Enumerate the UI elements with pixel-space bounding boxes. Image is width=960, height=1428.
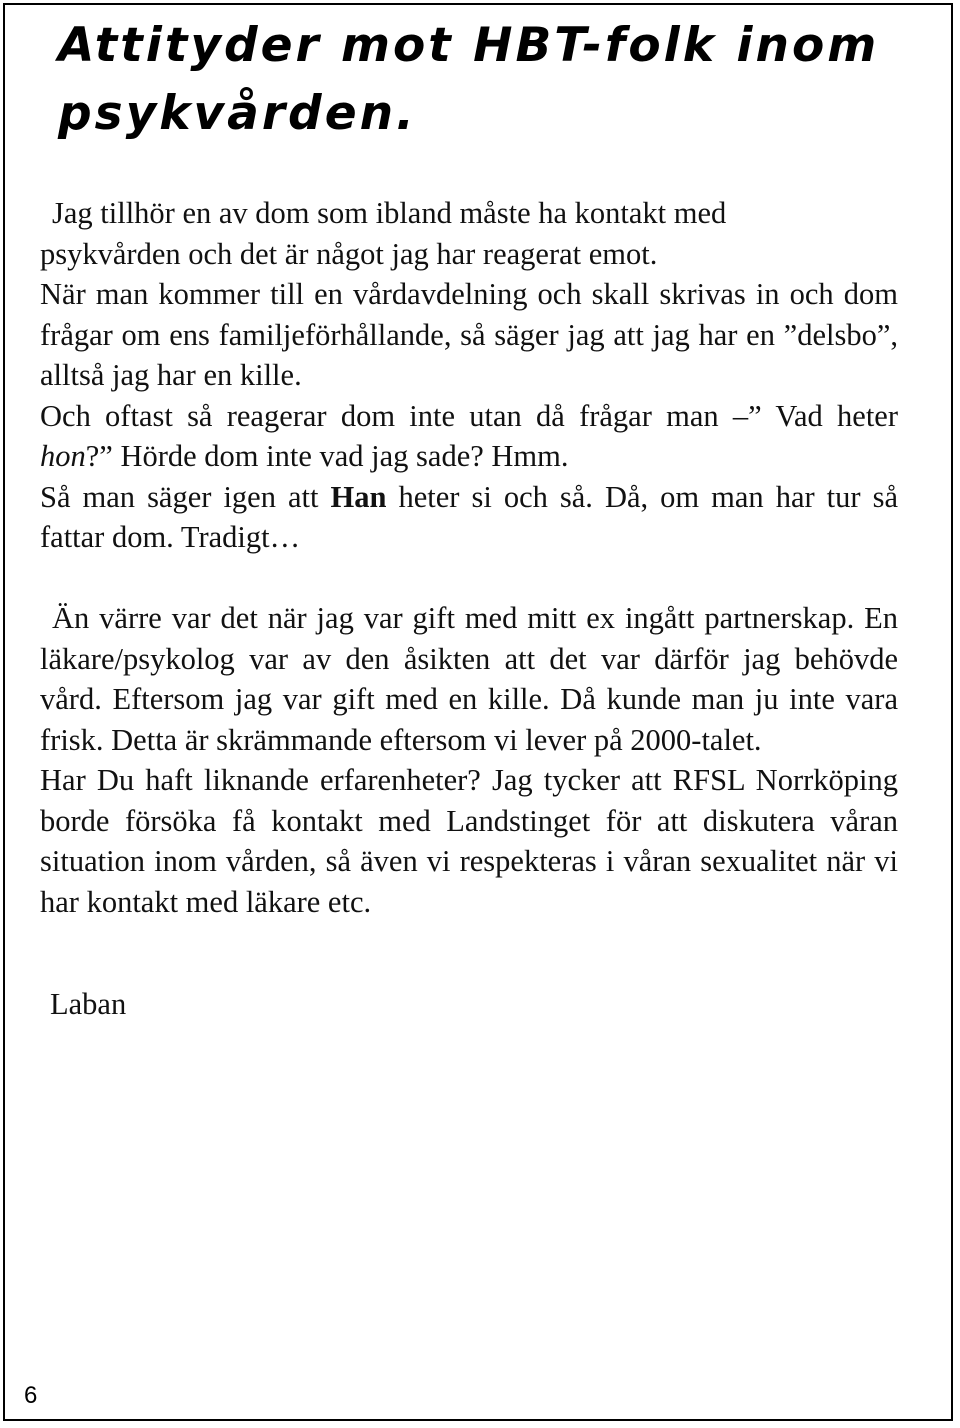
explain-text-end: heter si och så. Då, om man har tur så fattar dom. Tradigt… <box>40 479 898 554</box>
reaction-text-start: Och oftast så reagerar dom inte utan då frågar man –” Vad heter <box>40 398 898 433</box>
signature: Laban <box>50 987 127 1021</box>
explain-text-start: Så man säger igen att <box>40 479 331 514</box>
page-number: 6 <box>24 1382 38 1409</box>
article-title: Attityder mot HBT-folk inom psykvården. <box>58 18 880 141</box>
paragraph-intro-line2: psykvården och det är något jag har reagerat emot. <box>40 236 658 271</box>
reaction-text-end: ?” Hörde dom inte vad jag sade? Hmm. <box>85 439 569 473</box>
paragraph-partnership: Än värre var det när jag var gift med mitt ex ingått partnerskap. En läkare/psykolog var av den åsikten att det var därför jag behövde vård. Eftersom jag var gift med en kille. Då kunde man ju inte vara frisk. Detta är skrämmande eftersom vi lever på 2000-talet. <box>40 601 898 757</box>
explain-emphasis: Han <box>330 479 387 514</box>
paragraph-intro-line1: Jag tillhör en av dom som ibland måste ha kontakt med <box>52 196 727 230</box>
article-body <box>40 193 898 1025</box>
paragraph-reaction <box>40 396 898 477</box>
paragraph-ward: När man kommer till en vårdavdelning och skall skrivas in och dom frågar om ens familjeförhållande, så säger jag att jag har en ”delsbo”, alltså jag har en kille. <box>40 277 898 392</box>
paragraph-explain <box>40 477 898 558</box>
reaction-emphasis: hon <box>40 439 86 473</box>
signature-spacer <box>40 922 898 984</box>
paragraph-question: Har Du haft liknande erfarenheter? Jag tycker att RFSL Norrköping borde försöka få kontakt med Landstinget för att diskutera våran situation inom vården, så även vi respekteras i våran sexualitet när vi har kontakt med läkare etc. <box>40 763 898 919</box>
paragraph-spacer <box>40 558 898 599</box>
